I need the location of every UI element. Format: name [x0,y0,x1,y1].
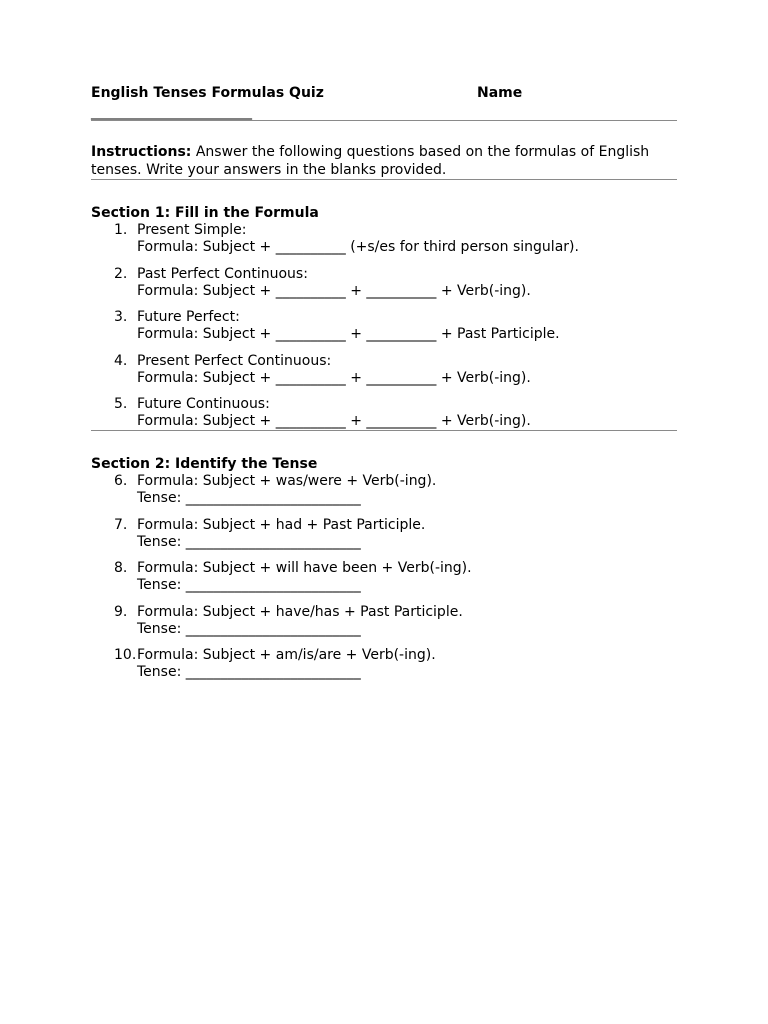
question-tense-name: Past Perfect Continuous: [137,265,308,282]
question-item [91,309,677,343]
question-number: 3. [114,309,128,325]
name-blank: _______________________ [91,104,252,120]
quiz-title: English Tenses Formulas Quiz [91,85,324,101]
section-2-title: Section 2: Identify the Tense [91,456,318,472]
question-formula: Formula: Subject + was/were + Verb(-ing). [137,473,437,489]
question-formula: Formula: Subject + had + Past Participle. [137,516,426,533]
instructions [91,144,671,179]
question-formula: Formula: Subject + __________ + __________ + Verb(-ing). [137,282,531,299]
question-number: 5. [114,396,128,412]
question-item [91,222,677,256]
question-number: 2. [114,265,128,282]
answer-blank: Tense: _________________________ [137,620,361,637]
question-number: 10. [114,647,137,663]
name-label: Name [477,85,523,101]
answer-blank: Tense: _________________________ [137,664,361,680]
question-item [91,396,677,430]
question-formula: Formula: Subject + __________ (+s/es for third person singular). [137,239,579,255]
quiz-document [91,84,677,681]
question-item [91,266,677,300]
question-formula: Formula: Subject + __________ + __________ + Verb(-ing). [137,369,531,386]
answer-blank: Tense: _________________________ [137,577,361,593]
question-item [91,517,677,551]
question-formula: Formula: Subject + __________ + __________ + Verb(-ing). [137,413,531,429]
answer-blank: Tense: _________________________ [137,533,361,550]
question-tense-name: Future Continuous: [137,396,270,412]
divider [91,430,677,431]
section-1-questions [91,222,677,430]
question-item [91,647,677,681]
divider [91,120,677,121]
question-formula: Formula: Subject + will have been + Verb(-ing). [137,560,472,576]
question-item [91,353,677,387]
section-1-title: Section 1: Fill in the Formula [91,205,319,221]
question-item [91,604,677,638]
question-formula: Formula: Subject + have/has + Past Participle. [137,603,463,620]
question-number: 4. [114,352,128,369]
question-item [91,560,677,594]
header [91,84,677,102]
divider [91,179,677,180]
question-number: 1. [114,222,128,238]
instructions-text: Answer the following questions based on the formulas of English tenses. Write your answers in the blanks provided. [91,144,650,178]
question-formula: Formula: Subject + am/is/are + Verb(-ing). [137,647,436,663]
question-number: 6. [114,473,128,489]
question-tense-name: Present Perfect Continuous: [137,352,332,369]
question-tense-name: Present Simple: [137,222,247,238]
question-number: 8. [114,560,128,576]
question-formula: Formula: Subject + __________ + __________ + Past Participle. [137,326,560,342]
answer-blank: Tense: _________________________ [137,490,361,506]
question-number: 7. [114,516,128,533]
section-2-questions [91,473,677,681]
question-item [91,473,677,507]
instructions-label: Instructions: [91,144,192,160]
question-tense-name: Future Perfect: [137,309,240,325]
question-number: 9. [114,603,128,620]
